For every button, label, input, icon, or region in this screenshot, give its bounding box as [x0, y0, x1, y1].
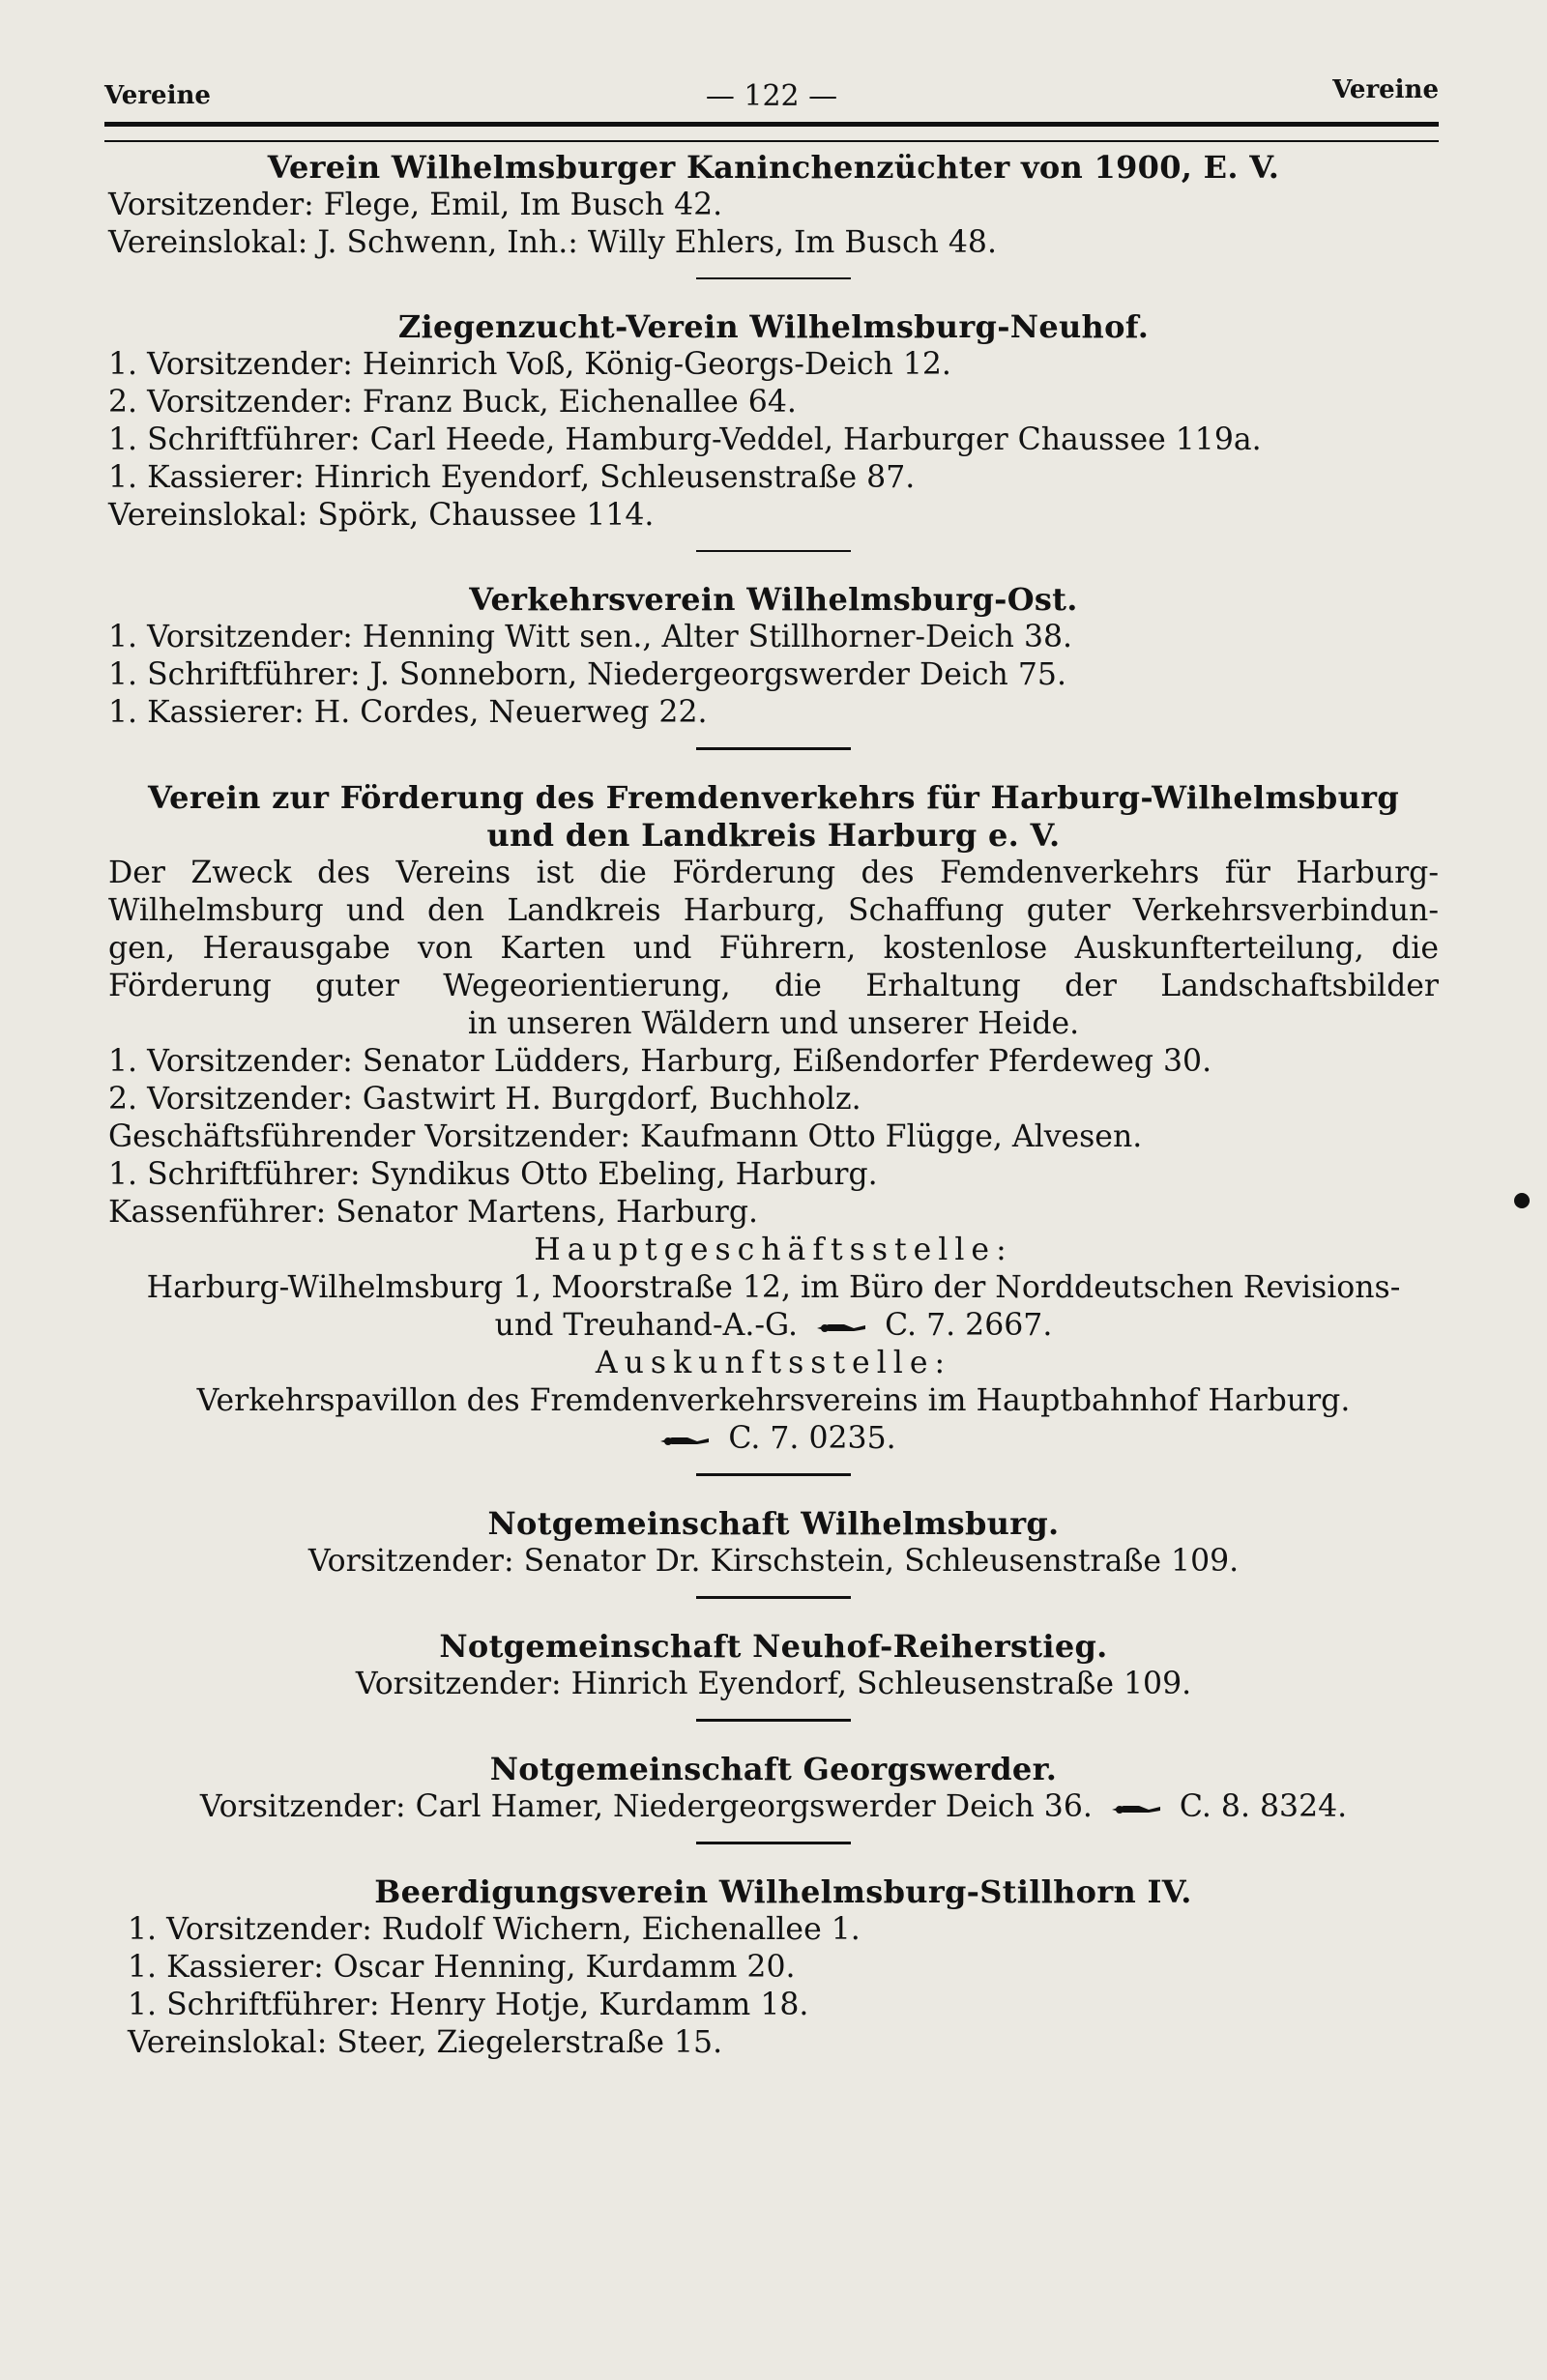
- entry-line: 1. Schriftführer: J. Sonneborn, Niedergeorgswerder Deich 75.: [108, 657, 1066, 692]
- entry-line: Vorsitzender: Senator Dr. Kirschstein, Schleusenstraße 109.: [307, 1544, 1240, 1579]
- telephone-icon: [658, 1433, 711, 1448]
- entry-line: Vereinslokal: Steer, Ziegelerstraße 15.: [128, 2025, 723, 2060]
- info-line: Verkehrspavillon des Fremdenverkehrsvereins im Hauptbahnhof Harburg.: [196, 1383, 1351, 1418]
- page-content: [108, 135, 1439, 2062]
- section-ziegenzucht: [108, 308, 1439, 535]
- telephone-icon: [1110, 1801, 1162, 1816]
- section-title: Verkehrsverein Wilhelmsburg-Ost.: [469, 581, 1078, 618]
- separator-rule: [696, 1842, 851, 1844]
- page-number: — 122 —: [705, 79, 838, 113]
- section-notgemeinschaft-georgswerder: [108, 1751, 1439, 1826]
- purpose-line: gen, Herausgabe von Karten und Führern, kostenlose Auskunfterteilung, die: [108, 931, 1439, 966]
- section-notgemeinschaft-neuhof: [108, 1628, 1439, 1703]
- entry-line: Geschäftsführender Vorsitzender: Kaufmann Otto Flügge, Alvesen.: [108, 1119, 1143, 1154]
- office-company: und Treuhand-A.-G.: [494, 1308, 799, 1343]
- entry-line: 1. Vorsitzender: Heinrich Voß, König-Georgs-Deich 12.: [108, 347, 951, 382]
- entry-line: Vereinslokal: J. Schwenn, Inh.: Willy Ehlers, Im Busch 48.: [108, 225, 997, 260]
- separator-rule: [696, 1473, 851, 1476]
- separator-rule: [696, 747, 851, 750]
- section-title: Notgemeinschaft Wilhelmsburg.: [487, 1505, 1060, 1542]
- entry-line: Vorsitzender: Hinrich Eyendorf, Schleusenstraße 109.: [355, 1667, 1192, 1701]
- entry-line: Vereinslokal: Spörk, Chaussee 114.: [108, 498, 655, 533]
- entry-line: Vorsitzender: Flege, Emil, Im Busch 42.: [108, 188, 723, 222]
- section-title: Verein Wilhelmsburger Kaninchenzüchter von 1900, E. V.: [267, 149, 1280, 186]
- header-left: Vereine: [104, 81, 211, 110]
- purpose-line: Förderung guter Wegeorientierung, die Erhaltung der Landschaftsbilder: [108, 969, 1439, 1003]
- office-heading: Hauptgeschäftsstelle:: [534, 1233, 1013, 1267]
- section-kaninchenzuechter: [108, 149, 1439, 262]
- entry-line: 1. Kassierer: Hinrich Eyendorf, Schleusenstraße 87.: [108, 460, 916, 495]
- entry-line: 1. Kassierer: Oscar Henning, Kurdamm 20.: [128, 1950, 796, 1985]
- entry-line: 1. Schriftführer: Syndikus Otto Ebeling, Harburg.: [108, 1157, 878, 1192]
- entry-line: 2. Vorsitzender: Gastwirt H. Burgdorf, Buchholz.: [108, 1082, 861, 1117]
- entry-line: 1. Schriftführer: Henry Hotje, Kurdamm 18.: [128, 1988, 809, 2022]
- section-title: Ziegenzucht-Verein Wilhelmsburg-Neuhof.: [397, 308, 1150, 345]
- office-address: Harburg-Wilhelmsburg 1, Moorstraße 12, im Büro der Norddeutschen Revisions-: [146, 1270, 1401, 1305]
- entry-line: 2. Vorsitzender: Franz Buck, Eichenallee 64.: [108, 385, 797, 420]
- separator-rule: [696, 1719, 851, 1722]
- entry-line: 1. Vorsitzender: Rudolf Wichern, Eichenallee 1.: [128, 1912, 861, 1947]
- entry-line: Vorsitzender: Carl Hamer, Niedergeorgswerder Deich 36.: [199, 1789, 1093, 1824]
- section-title: Beerdigungsverein Wilhelmsburg-Stillhorn IV.: [374, 1873, 1192, 1910]
- info-phone: C. 7. 0235.: [728, 1421, 896, 1456]
- entry-line: 1. Vorsitzender: Henning Witt sen., Alter Stillhorner-Deich 38.: [108, 620, 1073, 654]
- entry-line: 1. Kassierer: H. Cordes, Neuerweg 22.: [108, 695, 708, 730]
- separator-rule: [696, 277, 851, 279]
- separator-rule: [696, 1596, 851, 1599]
- section-title: Notgemeinschaft Georgswerder.: [489, 1751, 1058, 1787]
- info-heading: Auskunftsstelle:: [595, 1346, 952, 1380]
- entry-line: 1. Schriftführer: Carl Heede, Hamburg-Veddel, Harburger Chaussee 119a.: [108, 422, 1262, 457]
- section-notgemeinschaft-wilhelmsburg: [108, 1505, 1439, 1581]
- section-beerdigungsverein: [108, 1873, 1439, 2062]
- section-fremdenverkehr: [108, 779, 1439, 1458]
- running-head: [104, 75, 1439, 118]
- entry-line-with-phone: [108, 1788, 1439, 1826]
- entry-phone: C. 8. 8324.: [1179, 1789, 1348, 1824]
- telephone-icon: [815, 1320, 867, 1335]
- section-verkehrsverein-ost: [108, 581, 1439, 732]
- header-right: Vereine: [1332, 75, 1439, 104]
- separator-rule: [696, 550, 851, 552]
- entry-line: 1. Vorsitzender: Senator Lüdders, Harburg, Eißendorfer Pferdeweg 30.: [108, 1044, 1212, 1079]
- purpose-line: Wilhelmsburg und den Landkreis Harburg, Schaffung guter Verkehrsverbindun-: [108, 893, 1439, 928]
- section-title-line: Verein zur Förderung des Fremdenverkehrs für Harburg-Wilhelmsburg: [147, 779, 1399, 816]
- margin-dot: [1514, 1193, 1530, 1208]
- entry-line: Kassenführer: Senator Martens, Harburg.: [108, 1195, 759, 1230]
- purpose-line: Der Zweck des Vereins ist die Förderung des Femdenverkehrs für Harburg-: [108, 856, 1439, 890]
- purpose-line: in unseren Wäldern und unserer Heide.: [467, 1006, 1080, 1041]
- office-phone: C. 7. 2667.: [885, 1308, 1053, 1343]
- office-address-continued: [108, 1307, 1439, 1345]
- section-title: Notgemeinschaft Neuhof-Reiherstieg.: [439, 1628, 1108, 1665]
- section-title-line: und den Landkreis Harburg e. V.: [486, 817, 1061, 854]
- info-phone-line: [108, 1420, 1439, 1458]
